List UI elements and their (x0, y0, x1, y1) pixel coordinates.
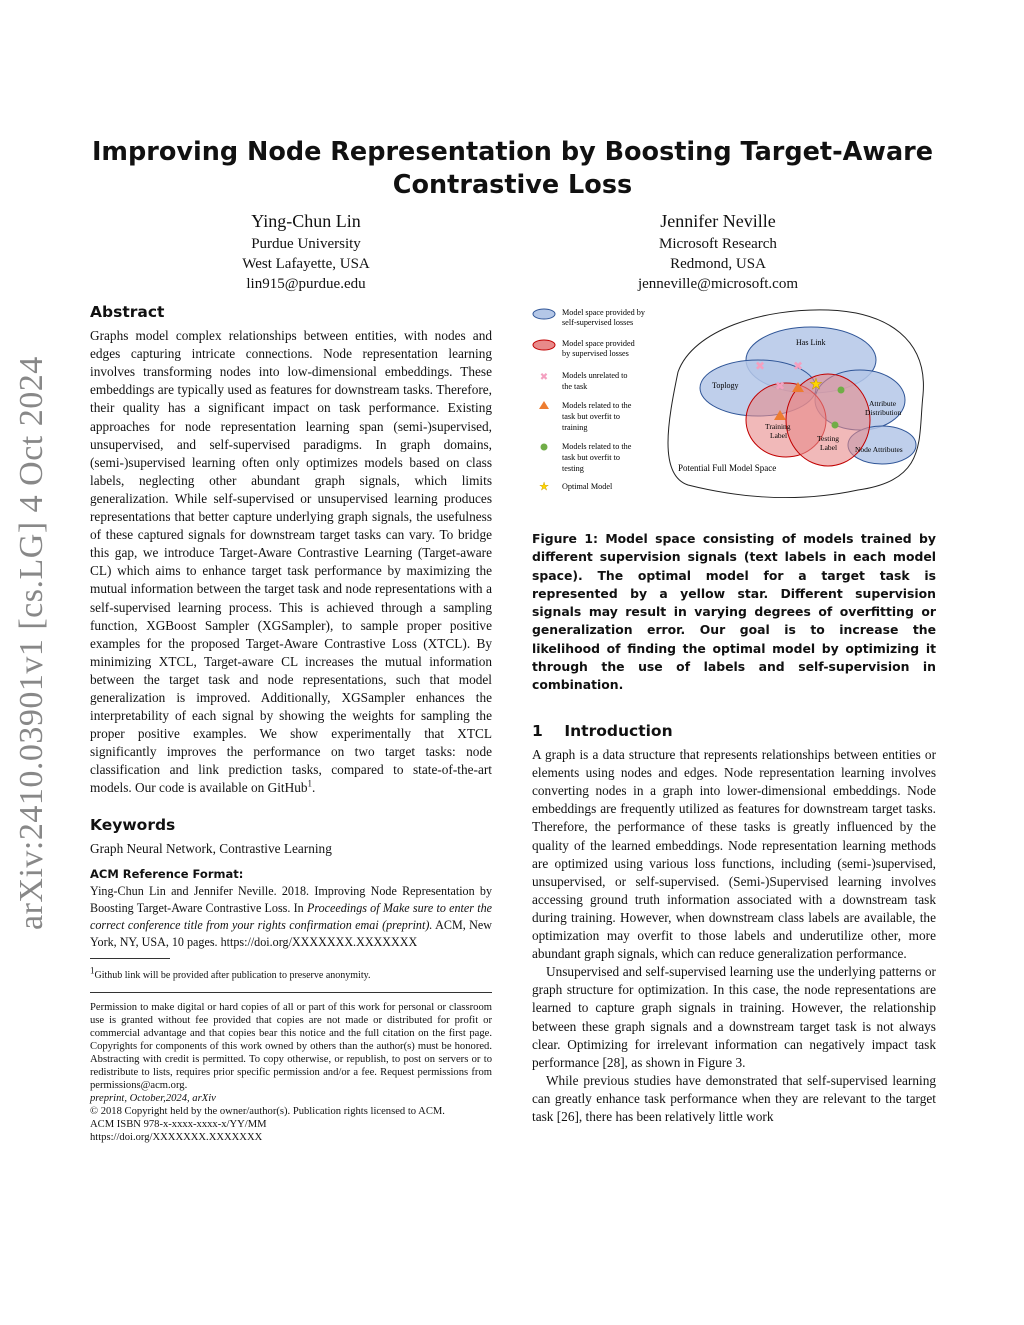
legend-text: the task (562, 382, 588, 391)
keywords-heading: Keywords (90, 815, 176, 834)
legend-text: task but overfit to (562, 453, 620, 462)
overfit-testing-dot-icon (838, 387, 845, 394)
author-location: West Lafayette, USA (242, 256, 370, 272)
abstract-heading: Abstract (90, 303, 165, 321)
label-attribute-1: Attribute (869, 399, 897, 408)
author-name: Ying-Chun Lin (251, 211, 361, 231)
legend-text: Models related to the (562, 401, 632, 410)
legend-text: self-supervised losses (562, 318, 634, 327)
left-column (90, 303, 492, 1145)
legend-text: Models unrelated to (562, 371, 628, 380)
introduction-heading: 1 Introduction (532, 722, 673, 740)
keywords-text: Graph Neural Network, Contrastive Learning (90, 840, 332, 856)
permission-rule (90, 992, 492, 993)
legend-text: by supervised losses (562, 349, 629, 358)
legend-star-icon: ★ (539, 481, 549, 493)
footnote: $^1$Github link will be provided after publication to preserve anonymity. (90, 965, 371, 981)
label-testing-2: Label (820, 443, 838, 452)
legend-text: Optimal Model (562, 482, 613, 491)
intro-paragraph: Unsupervised and self-supervised learning use the underlying patterns or graph structure for optimization. In this case, the node representations are learned to capture graph signals in training. However, the relationship between these graph signals and a downstream target task is not always clear. Optimizing for irrelevant information can negatively impact task performance [28], as shown in Figure 3. (532, 964, 936, 1070)
legend-cross-icon: ✖ (539, 372, 549, 383)
cross-marker-icon: ✖ (792, 359, 804, 373)
label-testing-1: Testing (817, 434, 839, 443)
author-block-2 (608, 209, 828, 294)
label-toplogy: Toplogy (712, 381, 739, 390)
label-training-1: Training (765, 422, 791, 431)
author-name: Jennifer Neville (660, 211, 776, 231)
figure-1-diagram (528, 300, 940, 512)
intro-paragraph: A graph is a data structure that represents relationships between entities or elements using nodes and edges. Node representation learning involves converting nodes in a graph into lower-dimensional embeddings. Node embeddings are frequently utilized as features for downstream target tasks. Therefore, the performance of these tasks is greatly influenced by the quality of the learned embeddings. Node representation learning methods are optimized using various loss functions, including (semi-)supervised, unsupervised, or self-supervised. (Semi-)Supervised learning involves accessing ground truth information associated with a downstream task during training. However, when downstream class labels are available, the optimization may overfit to those labels and underutilize other, more abundant graph signals, which can reduce generalization performance. (532, 747, 936, 962)
label-attribute-2: Distribution (865, 408, 902, 417)
introduction-section (532, 722, 936, 1126)
author-affiliation: Purdue University (251, 236, 361, 252)
acm-reference-heading: ACM Reference Format: (90, 866, 244, 881)
legend-self-supervised-icon (533, 309, 555, 319)
legend-supervised-icon (533, 340, 555, 350)
footnote-rule (90, 958, 170, 959)
author-email: lin915@purdue.edu (246, 276, 366, 292)
label-full-space: Potential Full Model Space (678, 463, 777, 473)
permission-notice: Permission to make digital or hard copies of all or part of this work for personal or classroom use is granted without fee provided that copies are not made or distributed for profit or commercial advantage and that copies bear this notice and the full citation on the first page. Copyrights for components of this work owned by others than the author(s) must be honored. Abstracting with credit is permitted. To copy otherwise, or republish, to post on servers or to redistribute to lists, requires prior specific permission and/or a fee. Request permissions from permissions@acm.org. (90, 1001, 492, 1092)
cross-marker-icon: ✖ (754, 359, 766, 373)
copyright: © 2018 Copyright held by the owner/author(s). Publication rights licensed to ACM. (90, 1106, 445, 1118)
legend-triangle-icon (539, 401, 549, 409)
author-block-1 (206, 209, 406, 294)
author-location: Redmond, USA (670, 256, 766, 272)
doi: https://doi.org/XXXXXXX.XXXXXXX (90, 1132, 263, 1144)
label-node-attributes: Node Attributes (855, 445, 903, 454)
legend-text: task but overfit to (562, 412, 620, 421)
venue: preprint, October,2024, arXiv (90, 1093, 216, 1105)
footnote-mark: 1 (307, 779, 313, 790)
legend-text: Model space provided (562, 339, 635, 348)
intro-paragraph: While previous studies have demonstrated that self-supervised learning can greatly enhance task performance when they are relevant to the target task [26], there has been relatively little work (532, 1072, 936, 1124)
legend-text: testing (562, 464, 584, 473)
cross-marker-icon: ✖ (774, 379, 786, 393)
legend-text: Models related to the (562, 442, 632, 451)
label-has-link: Has Link (796, 338, 826, 347)
arxiv-identifier: arXiv:2410.03901v1 [cs.LG] 4 Oct 2024 (13, 356, 50, 930)
author-email: jenneville@microsoft.com (637, 276, 799, 292)
isbn: ACM ISBN 978-x-xxxx-xxxx-x/YY/MM (90, 1119, 267, 1131)
legend-dot-icon (541, 444, 548, 451)
paper-title: Improving Node Representation by Boosting Target-Aware Contrastive Loss (91, 137, 934, 200)
author-affiliation: Microsoft Research (659, 236, 777, 252)
legend-text: Model space provided by (562, 308, 645, 317)
acm-reference-text: Ying-Chun Lin and Jennifer Neville. 2018. Improving Node Representation by Boosting Target-Aware Contrastive Loss. In Proceedings of Make sure to enter the correct conference title from your rights confirmation emai (preprint). ACM, New York, NY, USA, 10 pages. https://doi.org/XXXXXXX.XXXXXXX (90, 883, 492, 950)
figure-caption: Figure 1: Model space consisting of models trained by different supervision signals (text labels in each model space). The optimal model for a target task is represented by a yellow star. Different supervision signals may result in varying degrees of overfitting or generalization error. Our goal is to increase the likelihood of finding the optimal model by optimizing it through the use of labels and self-supervision in combination. (532, 531, 936, 693)
figure-caption-block (532, 530, 936, 695)
overfit-testing-dot-icon (832, 422, 839, 429)
legend-text: training (562, 423, 588, 432)
label-training-2: Label (770, 431, 788, 440)
optimal-star-icon: ★ (809, 377, 823, 393)
abstract-text: Graphs model complex relationships between entities, with nodes and edges capturing intricate connections. Node representation learning involves transforming nodes into low-dimensional embeddings. These embeddings are typically used as features for downstream tasks. Therefore, their quality has a significant impact on task performance. Existing approaches for node representation learning span (semi-)supervised, unsupervised, and self-supervised paradigms. In graph domains, (semi-)supervised learning often only optimizes models based on class labels, neglecting other abundant graph signals, which limits generalization. While self-supervised or unsupervised learning produces representations that better capture underlying graph signals, the usefulness of these captured signals for downstream target tasks can vary. To bridge this gap, we introduce Target-Aware Contrastive Learning (Target-aware CL) which aims to enhance target task performance by maximizing the mutual information between the target task and node representations with a self-supervised learning process. This is achieved through a sampling function, XGBoost Sampler (XGSampler), to sample proper positive examples for the proposed Target-Aware Contrastive Loss (XTCL). By minimizing XTCL, Target-aware CL increases the mutual information between the target task and node representations, such that model generalization is improved. Additionally, XGSampler enhances the interpretability of each signal by showing the weights for sampling the proper positive examples. We show experimentally that XTCL significantly improves the performance on two target tasks: node classification and link prediction tasks, compared to state-of-the-art models. Our code is available on GitHub$^1$. (90, 328, 492, 796)
